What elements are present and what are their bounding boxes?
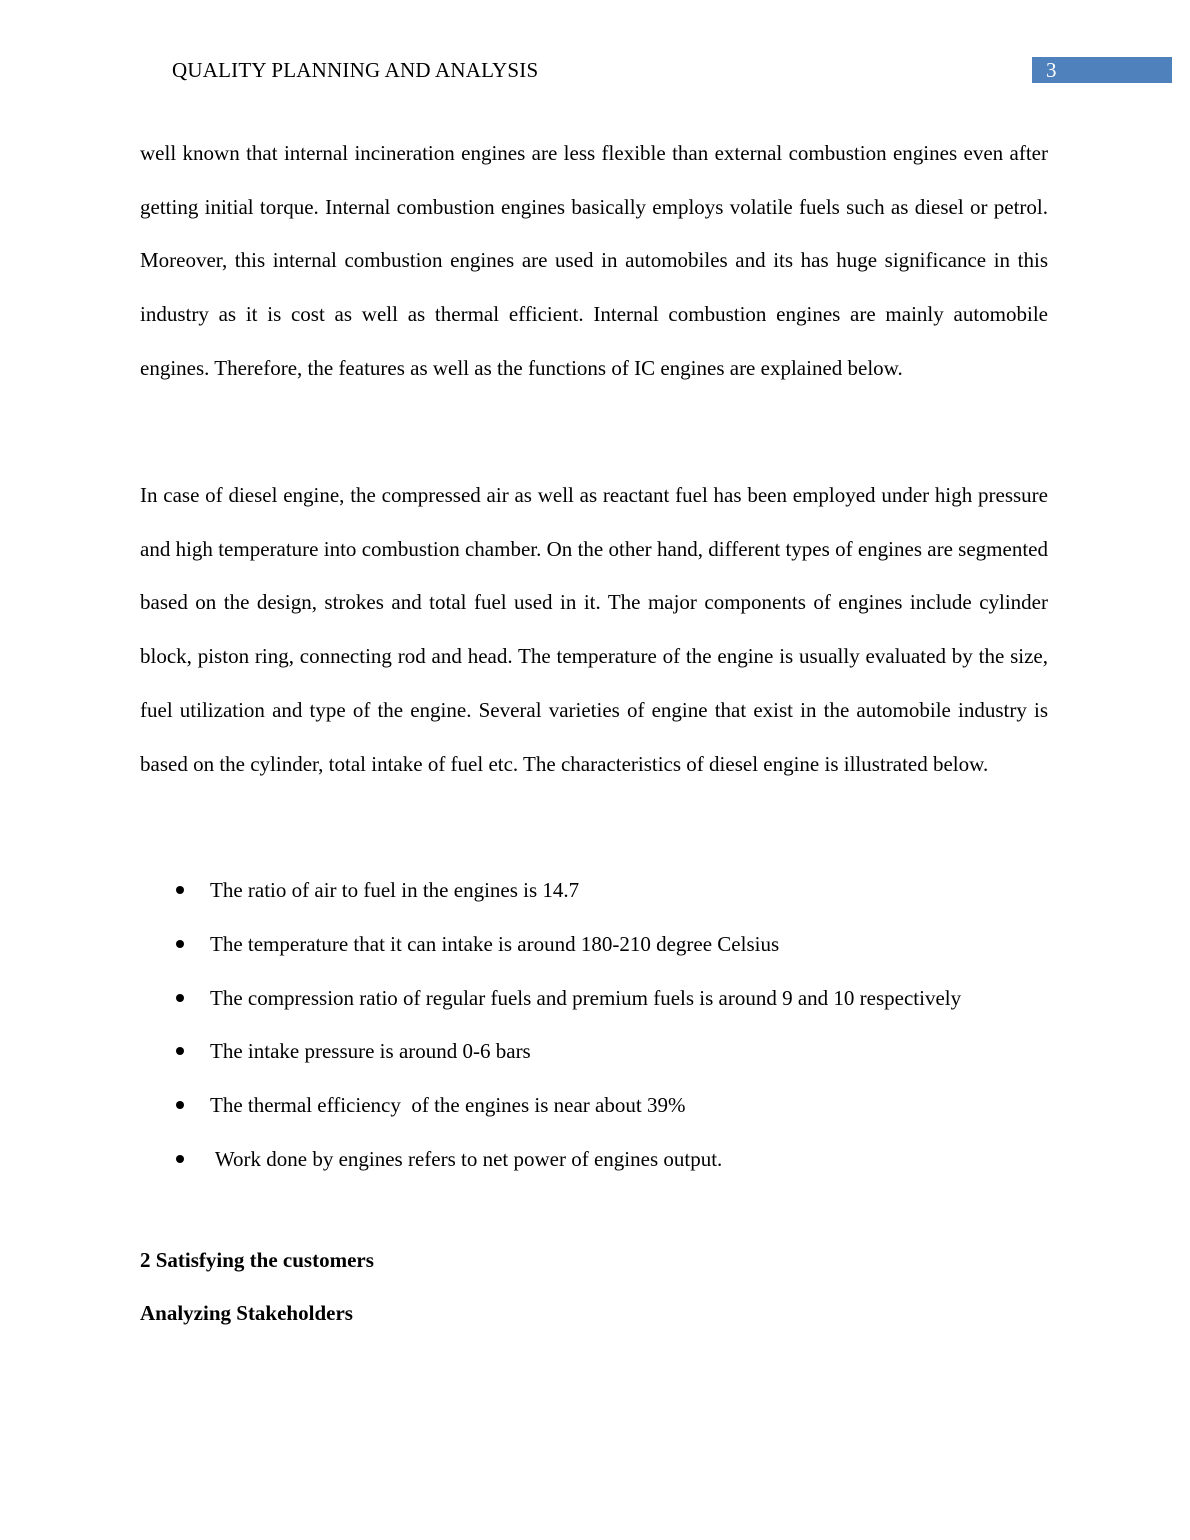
engine-characteristics-list (140, 864, 1060, 1187)
list-item (140, 1133, 1060, 1187)
page-number-badge (1032, 57, 1172, 83)
list-item (140, 1025, 1060, 1079)
list-item-text: The thermal efficiency of the engines is near about 39% (210, 1093, 686, 1118)
subsection-heading: Analyzing Stakeholders (140, 1301, 353, 1325)
list-item (140, 864, 1060, 918)
list-item-text: The temperature that it can intake is around 180-210 degree Celsius (210, 931, 780, 956)
bullet-icon (176, 1047, 184, 1055)
running-header-title: QUALITY PLANNING AND ANALYSIS (172, 58, 539, 82)
bullet-icon (176, 1155, 184, 1163)
body-paragraph-1: well known that internal incineration engines are less flexible than external combustion engines even after getting initial torque. Internal combustion engines basically employs volatile fuels such as diesel or petrol. Moreover, this internal combustion engines are used in automobiles and its has huge significance in this industry as it is cost as well as thermal efficient. Internal combustion engines are mainly automobile engines. Therefore, the features as well as the functions of IC engines are explained below. (140, 141, 1048, 380)
list-item (140, 1079, 1060, 1133)
bullet-icon (176, 940, 184, 948)
list-item (140, 972, 1060, 1026)
bullet-icon (176, 1101, 184, 1109)
bullet-icon (176, 994, 184, 1002)
page-number: 3 (1046, 58, 1057, 82)
list-item-text: The compression ratio of regular fuels and premium fuels is around 9 and 10 respectively (210, 985, 962, 1010)
list-item (140, 918, 1060, 972)
list-item-text: The ratio of air to fuel in the engines is 14.7 (210, 878, 580, 902)
bullet-icon (176, 886, 184, 894)
list-item-text: Work done by engines refers to net power of engines output. (210, 1146, 723, 1171)
list-item-text: The intake pressure is around 0-6 bars (210, 1039, 531, 1064)
body-paragraph-2: In case of diesel engine, the compressed air as well as reactant fuel has been employed under high pressure and high temperature into combustion chamber. On the other hand, different types of engines are segmented based on the design, strokes and total fuel used in it. The major components of engines include cylinder block, piston ring, connecting rod and head. The temperature of the engine is usually evaluated by the size, fuel utilization and type of the engine. Several varieties of engine that exist in the automobile industry is based on the cylinder, total intake of fuel etc. The characteristics of diesel engine is illustrated below. (140, 483, 1048, 776)
section-heading: 2 Satisfying the customers (140, 1248, 374, 1272)
